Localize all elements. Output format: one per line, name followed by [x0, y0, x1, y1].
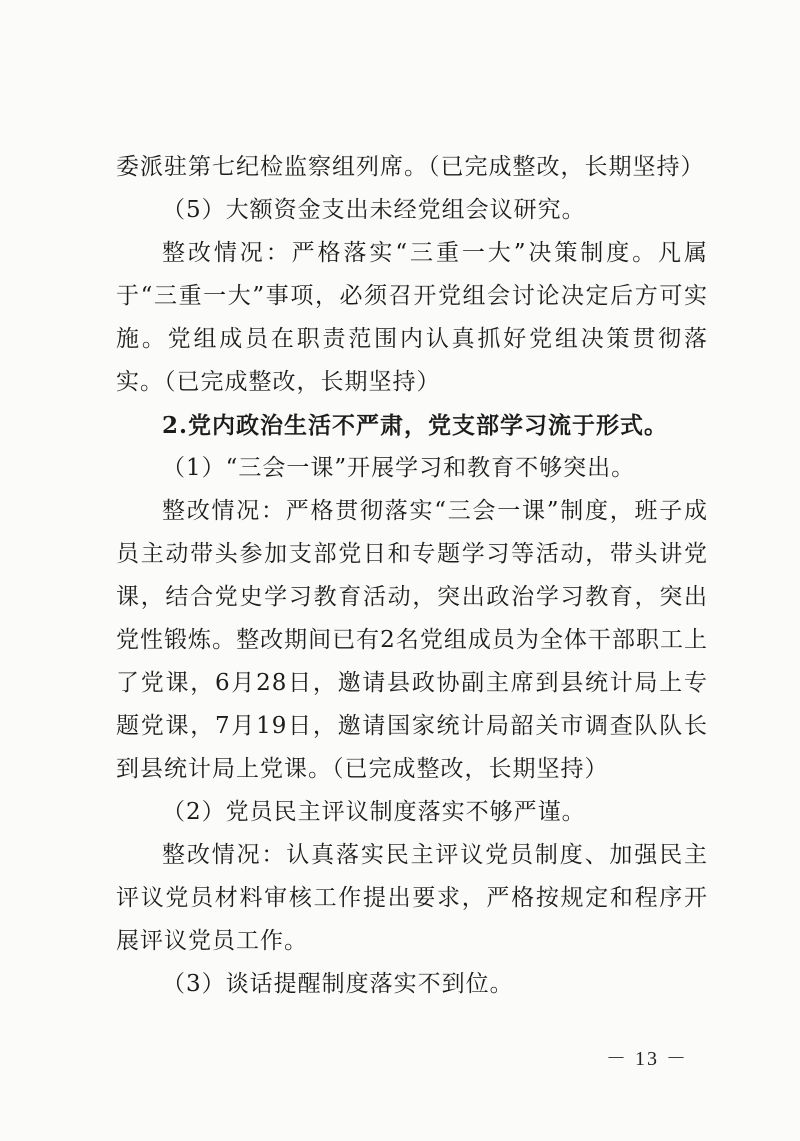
paragraph-2: （5）大额资金支出未经党组会议研究。	[162, 197, 586, 223]
page-number: － 13 －	[606, 1048, 688, 1070]
paragraph-8: 整改情况：认真落实民主评议党员制度、加强民主评议党员材料审核工作提出要求，严格按规定和程序开展评议党员工作。	[116, 842, 708, 954]
paragraph-1: 委派驻第七纪检监察组列席。（已完成整改，长期坚持）	[116, 154, 705, 180]
section-heading: 2.党内政治生活不严肃，党支部学习流于形式。	[162, 412, 669, 439]
document-body	[116, 146, 708, 1006]
paragraph-6: 整改情况：严格贯彻落实“三会一课”制度，班子成员主动带头参加支部党日和专题学习等活动，带头讲党课，结合党史学习教育活动，突出政治学习教育，突出党性锻炼。整改期间已有2名党组成员为全体干部职工上了党课，6月28日，邀请县政协副主席到县统计局上专题党课，7月19日，邀请国家统计局韶关市调查队队长到县统计局上党课。（已完成整改，长期坚持）	[116, 498, 708, 782]
paragraph-5: （1）“三会一课”开展学习和教育不够突出。	[162, 455, 636, 481]
paragraph-7: （2）党员民主评议制度落实不够严谨。	[162, 799, 586, 825]
paragraph-3: 整改情况：严格落实“三重一大”决策制度。凡属于“三重一大”事项，必须召开党组会讨论决定后方可实施。党组成员在职责范围内认真抓好党组决策贯彻落实。（已完成整改，长期坚持）	[116, 240, 708, 395]
paragraph-9: （3）谈话提醒制度落实不到位。	[162, 971, 514, 997]
